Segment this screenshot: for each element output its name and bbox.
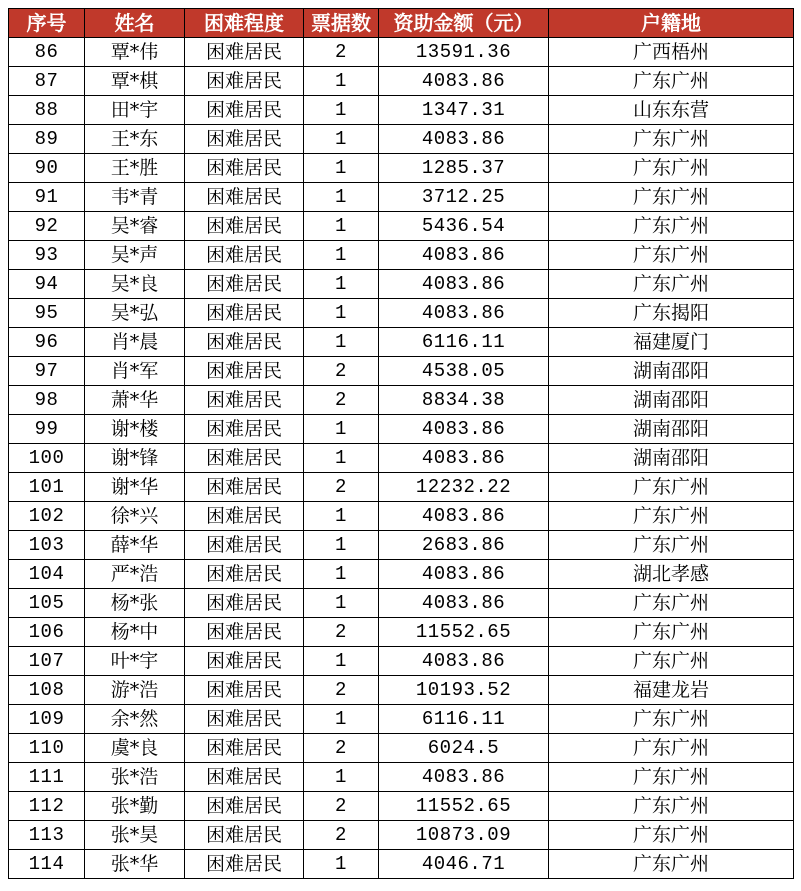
table-row: [9, 705, 794, 734]
cell-amount: 4046.71: [379, 850, 549, 879]
table-row: [9, 763, 794, 792]
cell-name: 游*浩: [85, 676, 185, 705]
cell-amount: 4083.86: [379, 299, 549, 328]
cell-residence: 广东广州: [549, 241, 794, 270]
cell-index: 103: [9, 531, 85, 560]
cell-difficulty: 困难居民: [185, 444, 304, 473]
cell-receipts: 1: [304, 531, 379, 560]
cell-index: 102: [9, 502, 85, 531]
cell-receipts: 2: [304, 821, 379, 850]
cell-name: 谢*楼: [85, 415, 185, 444]
header-index: 序号: [9, 9, 85, 38]
cell-index: 105: [9, 589, 85, 618]
cell-index: 101: [9, 473, 85, 502]
cell-receipts: 1: [304, 850, 379, 879]
cell-residence: 广东揭阳: [549, 299, 794, 328]
cell-name: 吴*弘: [85, 299, 185, 328]
cell-receipts: 2: [304, 676, 379, 705]
cell-amount: 5436.54: [379, 212, 549, 241]
cell-difficulty: 困难居民: [185, 154, 304, 183]
table-row: [9, 212, 794, 241]
header-name: 姓名: [85, 9, 185, 38]
cell-receipts: 1: [304, 241, 379, 270]
cell-residence: 湖南邵阳: [549, 444, 794, 473]
cell-receipts: 1: [304, 125, 379, 154]
cell-name: 韦*青: [85, 183, 185, 212]
cell-index: 86: [9, 38, 85, 67]
cell-receipts: 1: [304, 647, 379, 676]
cell-receipts: 2: [304, 357, 379, 386]
cell-index: 110: [9, 734, 85, 763]
cell-name: 虞*良: [85, 734, 185, 763]
cell-residence: 广东广州: [549, 473, 794, 502]
cell-name: 萧*华: [85, 386, 185, 415]
cell-residence: 广东广州: [549, 850, 794, 879]
cell-difficulty: 困难居民: [185, 734, 304, 763]
cell-residence: 湖南邵阳: [549, 357, 794, 386]
cell-residence: 广东广州: [549, 183, 794, 212]
cell-receipts: 1: [304, 212, 379, 241]
cell-difficulty: 困难居民: [185, 183, 304, 212]
cell-amount: 6116.11: [379, 328, 549, 357]
cell-amount: 4083.86: [379, 415, 549, 444]
cell-difficulty: 困难居民: [185, 676, 304, 705]
cell-amount: 4083.86: [379, 589, 549, 618]
cell-amount: 4083.86: [379, 560, 549, 589]
cell-index: 114: [9, 850, 85, 879]
cell-index: 104: [9, 560, 85, 589]
cell-amount: 3712.25: [379, 183, 549, 212]
cell-receipts: 1: [304, 705, 379, 734]
table-row: [9, 154, 794, 183]
cell-name: 张*华: [85, 850, 185, 879]
cell-name: 徐*兴: [85, 502, 185, 531]
cell-residence: 广东广州: [549, 154, 794, 183]
header-row: [9, 9, 794, 38]
cell-residence: 广东广州: [549, 589, 794, 618]
table-row: [9, 67, 794, 96]
cell-receipts: 2: [304, 38, 379, 67]
cell-amount: 4083.86: [379, 502, 549, 531]
cell-receipts: 1: [304, 444, 379, 473]
table-row: [9, 299, 794, 328]
cell-residence: 广东广州: [549, 821, 794, 850]
cell-name: 谢*华: [85, 473, 185, 502]
table-header: [9, 9, 794, 38]
cell-difficulty: 困难居民: [185, 589, 304, 618]
cell-difficulty: 困难居民: [185, 415, 304, 444]
cell-name: 谢*锋: [85, 444, 185, 473]
cell-receipts: 1: [304, 763, 379, 792]
cell-name: 张*勤: [85, 792, 185, 821]
cell-index: 93: [9, 241, 85, 270]
cell-amount: 13591.36: [379, 38, 549, 67]
cell-name: 吴*声: [85, 241, 185, 270]
header-residence: 户籍地: [549, 9, 794, 38]
cell-difficulty: 困难居民: [185, 705, 304, 734]
cell-name: 吴*睿: [85, 212, 185, 241]
cell-difficulty: 困难居民: [185, 96, 304, 125]
cell-name: 张*昊: [85, 821, 185, 850]
cell-difficulty: 困难居民: [185, 763, 304, 792]
cell-name: 余*然: [85, 705, 185, 734]
cell-index: 109: [9, 705, 85, 734]
cell-residence: 广东广州: [549, 212, 794, 241]
table-row: [9, 560, 794, 589]
cell-residence: 广西梧州: [549, 38, 794, 67]
cell-amount: 1285.37: [379, 154, 549, 183]
cell-name: 薛*华: [85, 531, 185, 560]
cell-amount: 11552.65: [379, 792, 549, 821]
cell-residence: 广东广州: [549, 705, 794, 734]
cell-difficulty: 困难居民: [185, 618, 304, 647]
cell-name: 田*宇: [85, 96, 185, 125]
cell-difficulty: 困难居民: [185, 473, 304, 502]
cell-name: 严*浩: [85, 560, 185, 589]
header-amount: 资助金额（元）: [379, 9, 549, 38]
cell-receipts: 1: [304, 67, 379, 96]
cell-difficulty: 困难居民: [185, 792, 304, 821]
cell-amount: 10193.52: [379, 676, 549, 705]
header-difficulty: 困难程度: [185, 9, 304, 38]
cell-amount: 6024.5: [379, 734, 549, 763]
cell-index: 106: [9, 618, 85, 647]
table-row: [9, 821, 794, 850]
cell-residence: 广东广州: [549, 67, 794, 96]
table-row: [9, 386, 794, 415]
cell-name: 肖*军: [85, 357, 185, 386]
table-row: [9, 531, 794, 560]
table-row: [9, 589, 794, 618]
cell-name: 张*浩: [85, 763, 185, 792]
cell-difficulty: 困难居民: [185, 67, 304, 96]
cell-residence: 广东广州: [549, 618, 794, 647]
cell-receipts: 1: [304, 270, 379, 299]
cell-amount: 4083.86: [379, 125, 549, 154]
cell-difficulty: 困难居民: [185, 270, 304, 299]
table-row: [9, 734, 794, 763]
cell-name: 杨*张: [85, 589, 185, 618]
cell-receipts: 1: [304, 502, 379, 531]
cell-residence: 广东广州: [549, 270, 794, 299]
cell-residence: 广东广州: [549, 125, 794, 154]
cell-difficulty: 困难居民: [185, 850, 304, 879]
table-row: [9, 328, 794, 357]
table-row: [9, 270, 794, 299]
cell-receipts: 1: [304, 328, 379, 357]
cell-difficulty: 困难居民: [185, 299, 304, 328]
cell-index: 100: [9, 444, 85, 473]
cell-difficulty: 困难居民: [185, 821, 304, 850]
cell-index: 111: [9, 763, 85, 792]
table-row: [9, 38, 794, 67]
cell-receipts: 2: [304, 618, 379, 647]
table-row: [9, 415, 794, 444]
cell-index: 98: [9, 386, 85, 415]
cell-residence: 广东广州: [549, 502, 794, 531]
cell-amount: 6116.11: [379, 705, 549, 734]
cell-index: 108: [9, 676, 85, 705]
table-row: [9, 241, 794, 270]
cell-receipts: 1: [304, 589, 379, 618]
cell-difficulty: 困难居民: [185, 357, 304, 386]
cell-residence: 湖北孝感: [549, 560, 794, 589]
cell-residence: 广东广州: [549, 763, 794, 792]
header-receipts: 票据数: [304, 9, 379, 38]
cell-difficulty: 困难居民: [185, 531, 304, 560]
cell-index: 89: [9, 125, 85, 154]
table-row: [9, 357, 794, 386]
cell-amount: 4083.86: [379, 444, 549, 473]
cell-receipts: 2: [304, 734, 379, 763]
table-row: [9, 850, 794, 879]
cell-receipts: 2: [304, 473, 379, 502]
cell-name: 吴*良: [85, 270, 185, 299]
cell-difficulty: 困难居民: [185, 647, 304, 676]
cell-residence: 福建龙岩: [549, 676, 794, 705]
cell-receipts: 2: [304, 792, 379, 821]
cell-amount: 10873.09: [379, 821, 549, 850]
cell-residence: 福建厦门: [549, 328, 794, 357]
cell-amount: 8834.38: [379, 386, 549, 415]
cell-residence: 广东广州: [549, 792, 794, 821]
cell-index: 94: [9, 270, 85, 299]
cell-difficulty: 困难居民: [185, 502, 304, 531]
cell-index: 91: [9, 183, 85, 212]
cell-index: 96: [9, 328, 85, 357]
table-row: [9, 444, 794, 473]
cell-receipts: 1: [304, 560, 379, 589]
cell-index: 92: [9, 212, 85, 241]
table-row: [9, 183, 794, 212]
cell-index: 90: [9, 154, 85, 183]
table-row: [9, 676, 794, 705]
table-row: [9, 647, 794, 676]
table-row: [9, 792, 794, 821]
table-row: [9, 618, 794, 647]
cell-index: 88: [9, 96, 85, 125]
table-row: [9, 502, 794, 531]
cell-amount: 2683.86: [379, 531, 549, 560]
cell-receipts: 1: [304, 183, 379, 212]
data-table: [8, 8, 794, 879]
cell-index: 113: [9, 821, 85, 850]
cell-receipts: 1: [304, 96, 379, 125]
cell-receipts: 1: [304, 299, 379, 328]
cell-name: 王*东: [85, 125, 185, 154]
cell-amount: 4083.86: [379, 647, 549, 676]
cell-index: 95: [9, 299, 85, 328]
table-row: [9, 125, 794, 154]
cell-residence: 湖南邵阳: [549, 386, 794, 415]
cell-receipts: 2: [304, 386, 379, 415]
cell-index: 99: [9, 415, 85, 444]
cell-receipts: 1: [304, 154, 379, 183]
cell-residence: 广东广州: [549, 734, 794, 763]
cell-difficulty: 困难居民: [185, 241, 304, 270]
cell-index: 112: [9, 792, 85, 821]
cell-difficulty: 困难居民: [185, 212, 304, 241]
cell-difficulty: 困难居民: [185, 125, 304, 154]
cell-name: 叶*宇: [85, 647, 185, 676]
cell-residence: 湖南邵阳: [549, 415, 794, 444]
cell-index: 87: [9, 67, 85, 96]
cell-residence: 广东广州: [549, 531, 794, 560]
cell-name: 王*胜: [85, 154, 185, 183]
table-row: [9, 473, 794, 502]
cell-residence: 广东广州: [549, 647, 794, 676]
cell-name: 肖*晨: [85, 328, 185, 357]
cell-amount: 12232.22: [379, 473, 549, 502]
cell-difficulty: 困难居民: [185, 38, 304, 67]
cell-amount: 4538.05: [379, 357, 549, 386]
cell-index: 97: [9, 357, 85, 386]
cell-difficulty: 困难居民: [185, 328, 304, 357]
cell-amount: 4083.86: [379, 763, 549, 792]
cell-difficulty: 困难居民: [185, 560, 304, 589]
cell-name: 杨*中: [85, 618, 185, 647]
cell-amount: 4083.86: [379, 270, 549, 299]
cell-amount: 4083.86: [379, 241, 549, 270]
cell-amount: 4083.86: [379, 67, 549, 96]
cell-residence: 山东东营: [549, 96, 794, 125]
cell-name: 覃*伟: [85, 38, 185, 67]
cell-index: 107: [9, 647, 85, 676]
table-row: [9, 96, 794, 125]
cell-difficulty: 困难居民: [185, 386, 304, 415]
cell-amount: 11552.65: [379, 618, 549, 647]
cell-receipts: 1: [304, 415, 379, 444]
cell-name: 覃*棋: [85, 67, 185, 96]
table-body: [9, 38, 794, 879]
cell-amount: 1347.31: [379, 96, 549, 125]
